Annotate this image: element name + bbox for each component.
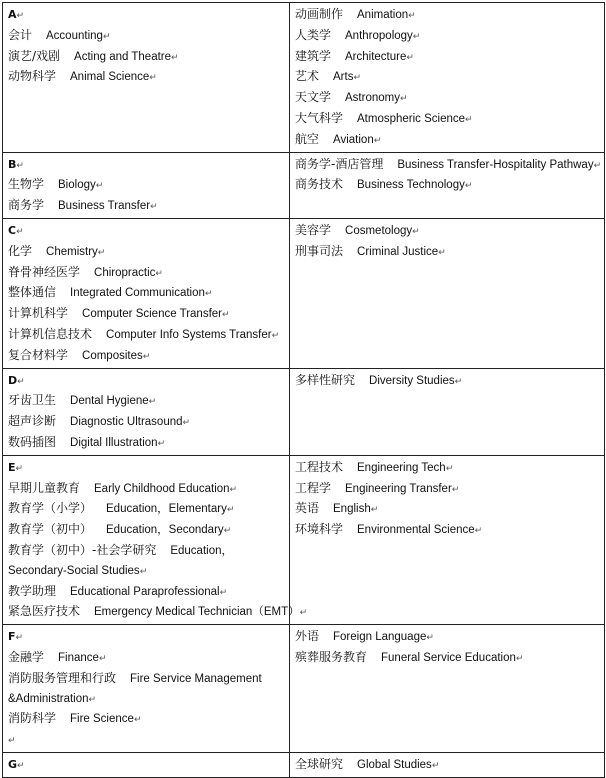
- paragraph-mark: ↵: [412, 226, 420, 237]
- major-entry: [295, 520, 601, 541]
- major-name-zh: 大气科学: [295, 110, 344, 125]
- major-entry: [295, 242, 601, 263]
- major-name-zh: 超声诊断: [8, 414, 57, 429]
- paragraph-mark: ↵: [438, 247, 446, 258]
- major-name-zh: 教学助理: [8, 583, 57, 598]
- major-name-zh: 计算机信息技术: [8, 326, 93, 341]
- major-entry: [8, 47, 286, 68]
- major-name-zh: 天文学: [295, 90, 332, 105]
- paragraph-mark: ↵: [451, 484, 460, 495]
- major-name-en: Cosmetology: [345, 224, 413, 237]
- major-entry: [295, 155, 601, 176]
- major-name-en: Educational Paraprofessional: [70, 585, 220, 598]
- paragraph-mark: ↵: [226, 505, 235, 516]
- major-name-zh: 刑事司法: [295, 243, 344, 258]
- major-name-zh: 会计: [8, 27, 33, 42]
- major-name-en: Architecture: [345, 50, 407, 63]
- major-name-en: Business Transfer-Hospitality Pathway: [397, 158, 594, 171]
- major-entry: [8, 582, 286, 603]
- left-cell: [3, 152, 290, 218]
- major-entry: [8, 412, 286, 433]
- major-entry: [295, 755, 601, 776]
- letter-label: C: [8, 223, 17, 237]
- major-name-zh: 航空: [295, 131, 320, 146]
- table-row: [3, 152, 605, 218]
- letter-heading: [8, 458, 286, 479]
- right-cell: [290, 752, 605, 777]
- letter-label: D: [8, 373, 18, 387]
- major-name-en: Chemistry: [46, 245, 98, 258]
- major-name-en: Environmental Science: [357, 524, 475, 537]
- major-name-zh: 商务学-酒店管理: [295, 156, 384, 171]
- major-entry: [8, 709, 286, 730]
- paragraph-mark: ↵: [182, 418, 191, 429]
- paragraph-mark: ↵: [88, 694, 97, 705]
- paragraph-mark: ↵: [431, 760, 440, 771]
- paragraph-mark: ↵: [16, 160, 24, 171]
- letter-label: A: [8, 8, 17, 21]
- major-entry: [8, 499, 286, 520]
- major-name-zh: 化学: [8, 243, 33, 258]
- major-name-en: Education，Elementary: [106, 503, 227, 516]
- paragraph-mark: ↵: [593, 160, 602, 171]
- paragraph-mark: ↵: [16, 11, 25, 21]
- major-name-en: Acting and Theatre: [74, 50, 172, 63]
- major-name-zh: 脊骨神经医学: [8, 264, 81, 279]
- major-name-en: Education，Secondary-Social Studies: [8, 544, 233, 577]
- right-cell: [290, 625, 605, 753]
- major-entry: [295, 175, 601, 196]
- major-name-zh: 教育学（初中）: [8, 522, 93, 537]
- major-name-en: Fire Science: [70, 713, 134, 726]
- major-entry: [295, 109, 601, 130]
- major-name-zh: 环境科学: [295, 522, 344, 537]
- right-cell: [290, 152, 605, 218]
- major-name-en: Integrated Communication: [70, 287, 205, 300]
- right-cell: [290, 218, 605, 368]
- major-entry: [295, 130, 601, 151]
- paragraph-mark: ↵: [142, 351, 151, 362]
- letter-heading: [8, 5, 286, 26]
- left-cell: [3, 218, 290, 368]
- paragraph-mark: ↵: [150, 202, 158, 213]
- paragraph-mark: ↵: [95, 181, 104, 192]
- major-name-en: Criminal Justice: [357, 245, 439, 258]
- major-name-en: Computer Science Transfer: [82, 308, 222, 321]
- paragraph-mark: ↵: [16, 226, 24, 237]
- major-entry: [8, 242, 286, 263]
- major-name-en: Animation: [357, 9, 409, 21]
- paragraph-mark: ↵: [139, 566, 148, 577]
- letter-label: G: [8, 757, 18, 771]
- major-name-zh: 动物科学: [8, 69, 57, 84]
- major-name-zh: 消防科学: [8, 711, 57, 726]
- left-cell: [3, 3, 290, 153]
- major-name-en: Chiropractic: [94, 266, 156, 279]
- major-entry: [8, 730, 286, 751]
- letter-heading: [8, 371, 286, 392]
- paragraph-mark: ↵: [515, 653, 524, 664]
- paragraph-mark: ↵: [426, 633, 434, 644]
- letter-label: B: [8, 157, 17, 171]
- paragraph-mark: ↵: [155, 268, 163, 279]
- letter-heading: [8, 221, 286, 242]
- major-entry: [8, 175, 286, 196]
- major-name-en: Dental Hygiene: [70, 395, 149, 408]
- major-name-zh: 整体通信: [8, 285, 57, 300]
- major-name-zh: 演艺/戏剧: [8, 48, 61, 63]
- paragraph-mark: ↵: [219, 587, 228, 598]
- major-name-zh: 艺术: [295, 69, 320, 84]
- paragraph-mark: ↵: [406, 52, 414, 63]
- right-cell: [290, 455, 605, 624]
- major-name-en: Business Transfer: [58, 200, 151, 213]
- table-row: [3, 455, 605, 624]
- table-row: [3, 3, 605, 153]
- major-name-en: Atmospheric Science: [357, 112, 466, 125]
- major-entry: [8, 304, 286, 325]
- major-entry: [8, 602, 308, 623]
- major-name-zh: 工程学: [295, 480, 332, 495]
- major-name-en: Diversity Studies: [369, 374, 455, 387]
- paragraph-mark: ↵: [445, 463, 454, 474]
- major-name-en: Diagnostic Ultrasound: [70, 416, 183, 429]
- major-entry: [295, 88, 601, 109]
- paragraph-mark: ↵: [17, 760, 25, 771]
- major-name-en: Emergency Medical Technician（EMT）: [94, 606, 300, 619]
- major-name-zh: 商务技术: [295, 177, 344, 192]
- major-entry: [295, 47, 601, 68]
- major-name-zh: 牙齿卫生: [8, 393, 57, 408]
- major-name-zh: 美容学: [295, 222, 332, 237]
- major-entry: [295, 221, 601, 242]
- paragraph-mark: ↵: [399, 94, 408, 105]
- right-cell: [290, 368, 605, 455]
- right-cell: [290, 3, 605, 153]
- major-name-en: Finance: [58, 651, 99, 664]
- major-entry: [295, 371, 601, 392]
- major-entry: [8, 669, 286, 710]
- left-cell: [3, 752, 290, 777]
- major-entry: [8, 67, 286, 88]
- major-name-zh: 殡葬服务教育: [295, 649, 368, 664]
- major-name-en: Astronomy: [345, 92, 400, 105]
- major-entry: [295, 458, 601, 479]
- letter-label: F: [8, 630, 16, 644]
- paragraph-mark: ↵: [464, 181, 473, 192]
- major-name-en: Computer Info Systems Transfer: [106, 328, 272, 341]
- major-name-en: Fire Service Management &Administration: [8, 672, 262, 705]
- majors-table: [2, 2, 605, 778]
- major-name-en: English: [333, 503, 371, 516]
- major-name-zh: 教育学（初中）-社会学研究: [8, 542, 157, 557]
- major-name-zh: 数码插图: [8, 434, 57, 449]
- major-name-zh: 商务学: [8, 198, 45, 213]
- major-name-zh: 全球研究: [295, 756, 344, 771]
- paragraph-mark: ↵: [229, 484, 238, 495]
- major-entry: [8, 391, 286, 412]
- paragraph-mark: ↵: [223, 526, 232, 537]
- paragraph-mark: ↵: [17, 376, 25, 387]
- paragraph-mark: ↵: [98, 653, 107, 664]
- paragraph-mark: ↵: [8, 736, 16, 747]
- paragraph-mark: ↵: [149, 73, 157, 84]
- paragraph-mark: ↵: [370, 505, 379, 516]
- major-name-en: Business Technology: [357, 179, 465, 192]
- paragraph-mark: ↵: [271, 330, 280, 341]
- major-name-zh: 英语: [295, 501, 320, 516]
- major-entry: [295, 499, 601, 520]
- paragraph-mark: ↵: [222, 310, 230, 321]
- paragraph-mark: ↵: [102, 31, 111, 42]
- major-entry: [295, 479, 601, 500]
- major-name-en: Anthropology: [345, 29, 413, 42]
- paragraph-mark: ↵: [353, 73, 362, 84]
- paragraph-mark: ↵: [157, 438, 166, 449]
- paragraph-mark: ↵: [408, 11, 416, 21]
- paragraph-mark: ↵: [465, 114, 473, 125]
- major-name-en: Early Childhood Education: [94, 482, 230, 495]
- paragraph-mark: ↵: [15, 463, 24, 474]
- left-cell: [3, 625, 290, 753]
- paragraph-mark: ↵: [15, 633, 24, 644]
- major-name-en: Global Studies: [357, 758, 432, 771]
- paragraph-mark: ↵: [97, 247, 106, 258]
- major-name-zh: 金融学: [8, 649, 45, 664]
- paragraph-mark: ↵: [204, 289, 213, 300]
- major-name-zh: 复合材料学: [8, 347, 69, 362]
- major-name-en: Accounting: [46, 29, 103, 42]
- major-name-en: Biology: [58, 179, 96, 192]
- major-name-en: Funeral Service Education: [381, 651, 516, 664]
- paragraph-mark: ↵: [171, 52, 179, 63]
- major-name-zh: 教育学（小学）: [8, 501, 93, 516]
- major-entry: [295, 26, 601, 47]
- major-entry: [8, 283, 286, 304]
- paragraph-mark: ↵: [373, 135, 382, 146]
- letter-heading: [8, 755, 286, 776]
- major-name-en: Education，Secondary: [106, 524, 224, 537]
- letter-heading: [8, 627, 286, 648]
- major-name-zh: 动画制作: [295, 7, 344, 21]
- table-row: [3, 625, 605, 753]
- majors-table-body: [3, 3, 605, 778]
- major-name-zh: 工程技术: [295, 459, 344, 474]
- major-name-zh: 消防服务管理和行政: [8, 670, 117, 685]
- major-entry: [8, 196, 286, 217]
- paragraph-mark: ↵: [454, 376, 463, 387]
- major-name-zh: 早期儿童教育: [8, 480, 81, 495]
- major-name-en: Animal Science: [70, 71, 150, 84]
- major-entry: [295, 67, 601, 88]
- major-entry: [8, 346, 286, 367]
- major-name-zh: 多样性研究: [295, 372, 356, 387]
- major-name-en: Digital Illustration: [70, 436, 158, 449]
- major-entry: [295, 648, 601, 669]
- major-name-en: Arts: [333, 71, 354, 84]
- letter-heading: [8, 155, 286, 176]
- paragraph-mark: ↵: [412, 31, 421, 42]
- major-entry: [295, 627, 601, 648]
- paragraph-mark: ↵: [133, 715, 142, 726]
- major-name-zh: 外语: [295, 629, 320, 644]
- paragraph-mark: ↵: [299, 608, 308, 619]
- major-entry: [8, 26, 286, 47]
- major-entry: [8, 541, 286, 582]
- major-name-zh: 计算机科学: [8, 306, 69, 321]
- paragraph-mark: ↵: [474, 526, 483, 537]
- major-name-zh: 生物学: [8, 177, 45, 192]
- major-entry: [8, 433, 286, 454]
- major-name-en: Engineering Transfer: [345, 482, 452, 495]
- major-entry: [8, 479, 286, 500]
- left-cell: [3, 368, 290, 455]
- table-row: [3, 368, 605, 455]
- major-entry: [8, 648, 286, 669]
- major-name-en: Composites: [82, 349, 143, 362]
- major-name-zh: 人类学: [295, 27, 332, 42]
- major-name-en: Aviation: [333, 133, 374, 146]
- major-name-en: Foreign Language: [333, 631, 427, 644]
- table-row: [3, 752, 605, 777]
- major-entry: [295, 5, 601, 26]
- major-name-zh: 建筑学: [295, 48, 332, 63]
- major-entry: [8, 263, 286, 284]
- major-name-en: Engineering Tech: [357, 461, 446, 474]
- major-entry: [8, 520, 286, 541]
- major-name-zh: 紧急医疗技术: [8, 604, 81, 619]
- letter-label: E: [8, 460, 16, 474]
- table-row: [3, 218, 605, 368]
- major-entry: [8, 325, 286, 346]
- paragraph-mark: ↵: [148, 397, 157, 408]
